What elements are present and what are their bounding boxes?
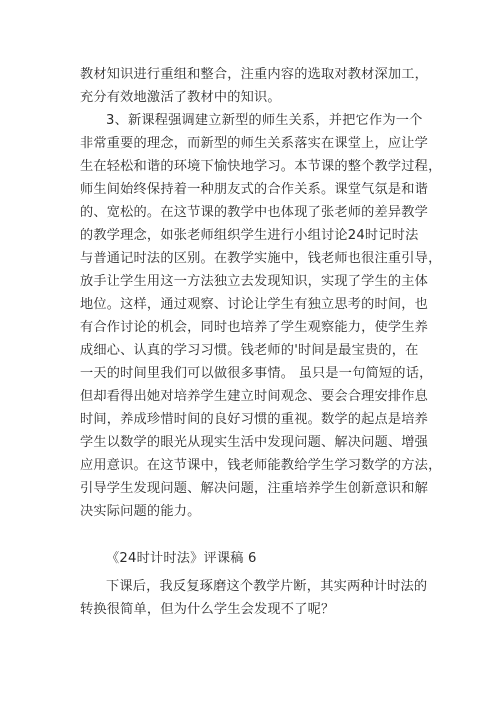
paragraph2-line-12: 一天的时间里我们可以做很多事情。 虽只是一句简短的话，: [80, 366, 433, 381]
paragraph1-line-2: 充分有效地激活了教材中的知识。: [80, 90, 281, 105]
paragraph3-line-1: 下课后，我反复琢磨这个教学片断，其实两种计时法的: [106, 579, 428, 594]
paragraph2-line-9: 地位。这样，通过观察、讨论让学生有独立思考的时间，也: [80, 297, 429, 312]
paragraph2-line-14: 时间，养成珍惜时间的良好习惯的重视。数学的起点是培养: [80, 412, 429, 427]
paragraph2-line-7: 与普通记时法的区别。在教学实施中，钱老师也很注重引导，: [80, 251, 442, 266]
paragraph2-line-4: 师生间始终保持着一种朋友式的合作关系。课堂气氛是和谐: [80, 182, 429, 197]
paragraph2-line-2: 非常重要的理念，而新型的师生关系落实在课堂上，应让学: [80, 136, 429, 151]
paragraph2-line-15: 学生以数学的眼光从现实生活中发现问题、解决问题、增强: [80, 435, 429, 450]
paragraph2-line-5: 的、宽松的。在这节课的教学中也体现了张老师的差异教学: [80, 205, 429, 220]
paragraph2-line-11: 成细心、认真的学习习惯。钱老师的'时间是最宝贵的，在: [80, 343, 419, 358]
paragraph2-line-18: 决实际问题的能力。: [80, 504, 201, 519]
paragraph2-line-6: 的教学理念，如张老师组织学生进行小组讨论24时记时法: [80, 228, 419, 243]
paragraph2-line-8: 放手让学生用这一方法独立去发现知识，实现了学生的主体: [80, 274, 429, 289]
paragraph2-line-3: 生在轻松和谐的环境下愉快地学习。本节课的整个教学过程，: [80, 159, 442, 174]
paragraph2-line-17: 引导学生发现问题、解决问题，注重培养学生创新意识和解: [80, 481, 429, 496]
paragraph2-line-16: 应用意识。在这节课中，钱老师能教给学生学习数学的方法，: [80, 458, 442, 473]
paragraph3-line-2: 转换很简单，但为什么学生会发现不了呢？: [80, 602, 335, 617]
paragraph2-line-13: 但却看得出她对培养学生建立时间观念、要会合理安排作息: [80, 389, 429, 404]
paragraph2-line-10: 有合作讨论的机会，同时也培养了学生观察能力，使学生养: [80, 320, 429, 335]
paragraph1-line-1: 教材知识进行重组和整合，注重内容的选取对教材深加工，: [80, 67, 429, 82]
paragraph2-line-1: 3、新课程强调建立新型的师生关系，并把它作为一个: [106, 113, 423, 128]
section-heading: 《24时计时法》评课稿 6: [106, 551, 257, 566]
